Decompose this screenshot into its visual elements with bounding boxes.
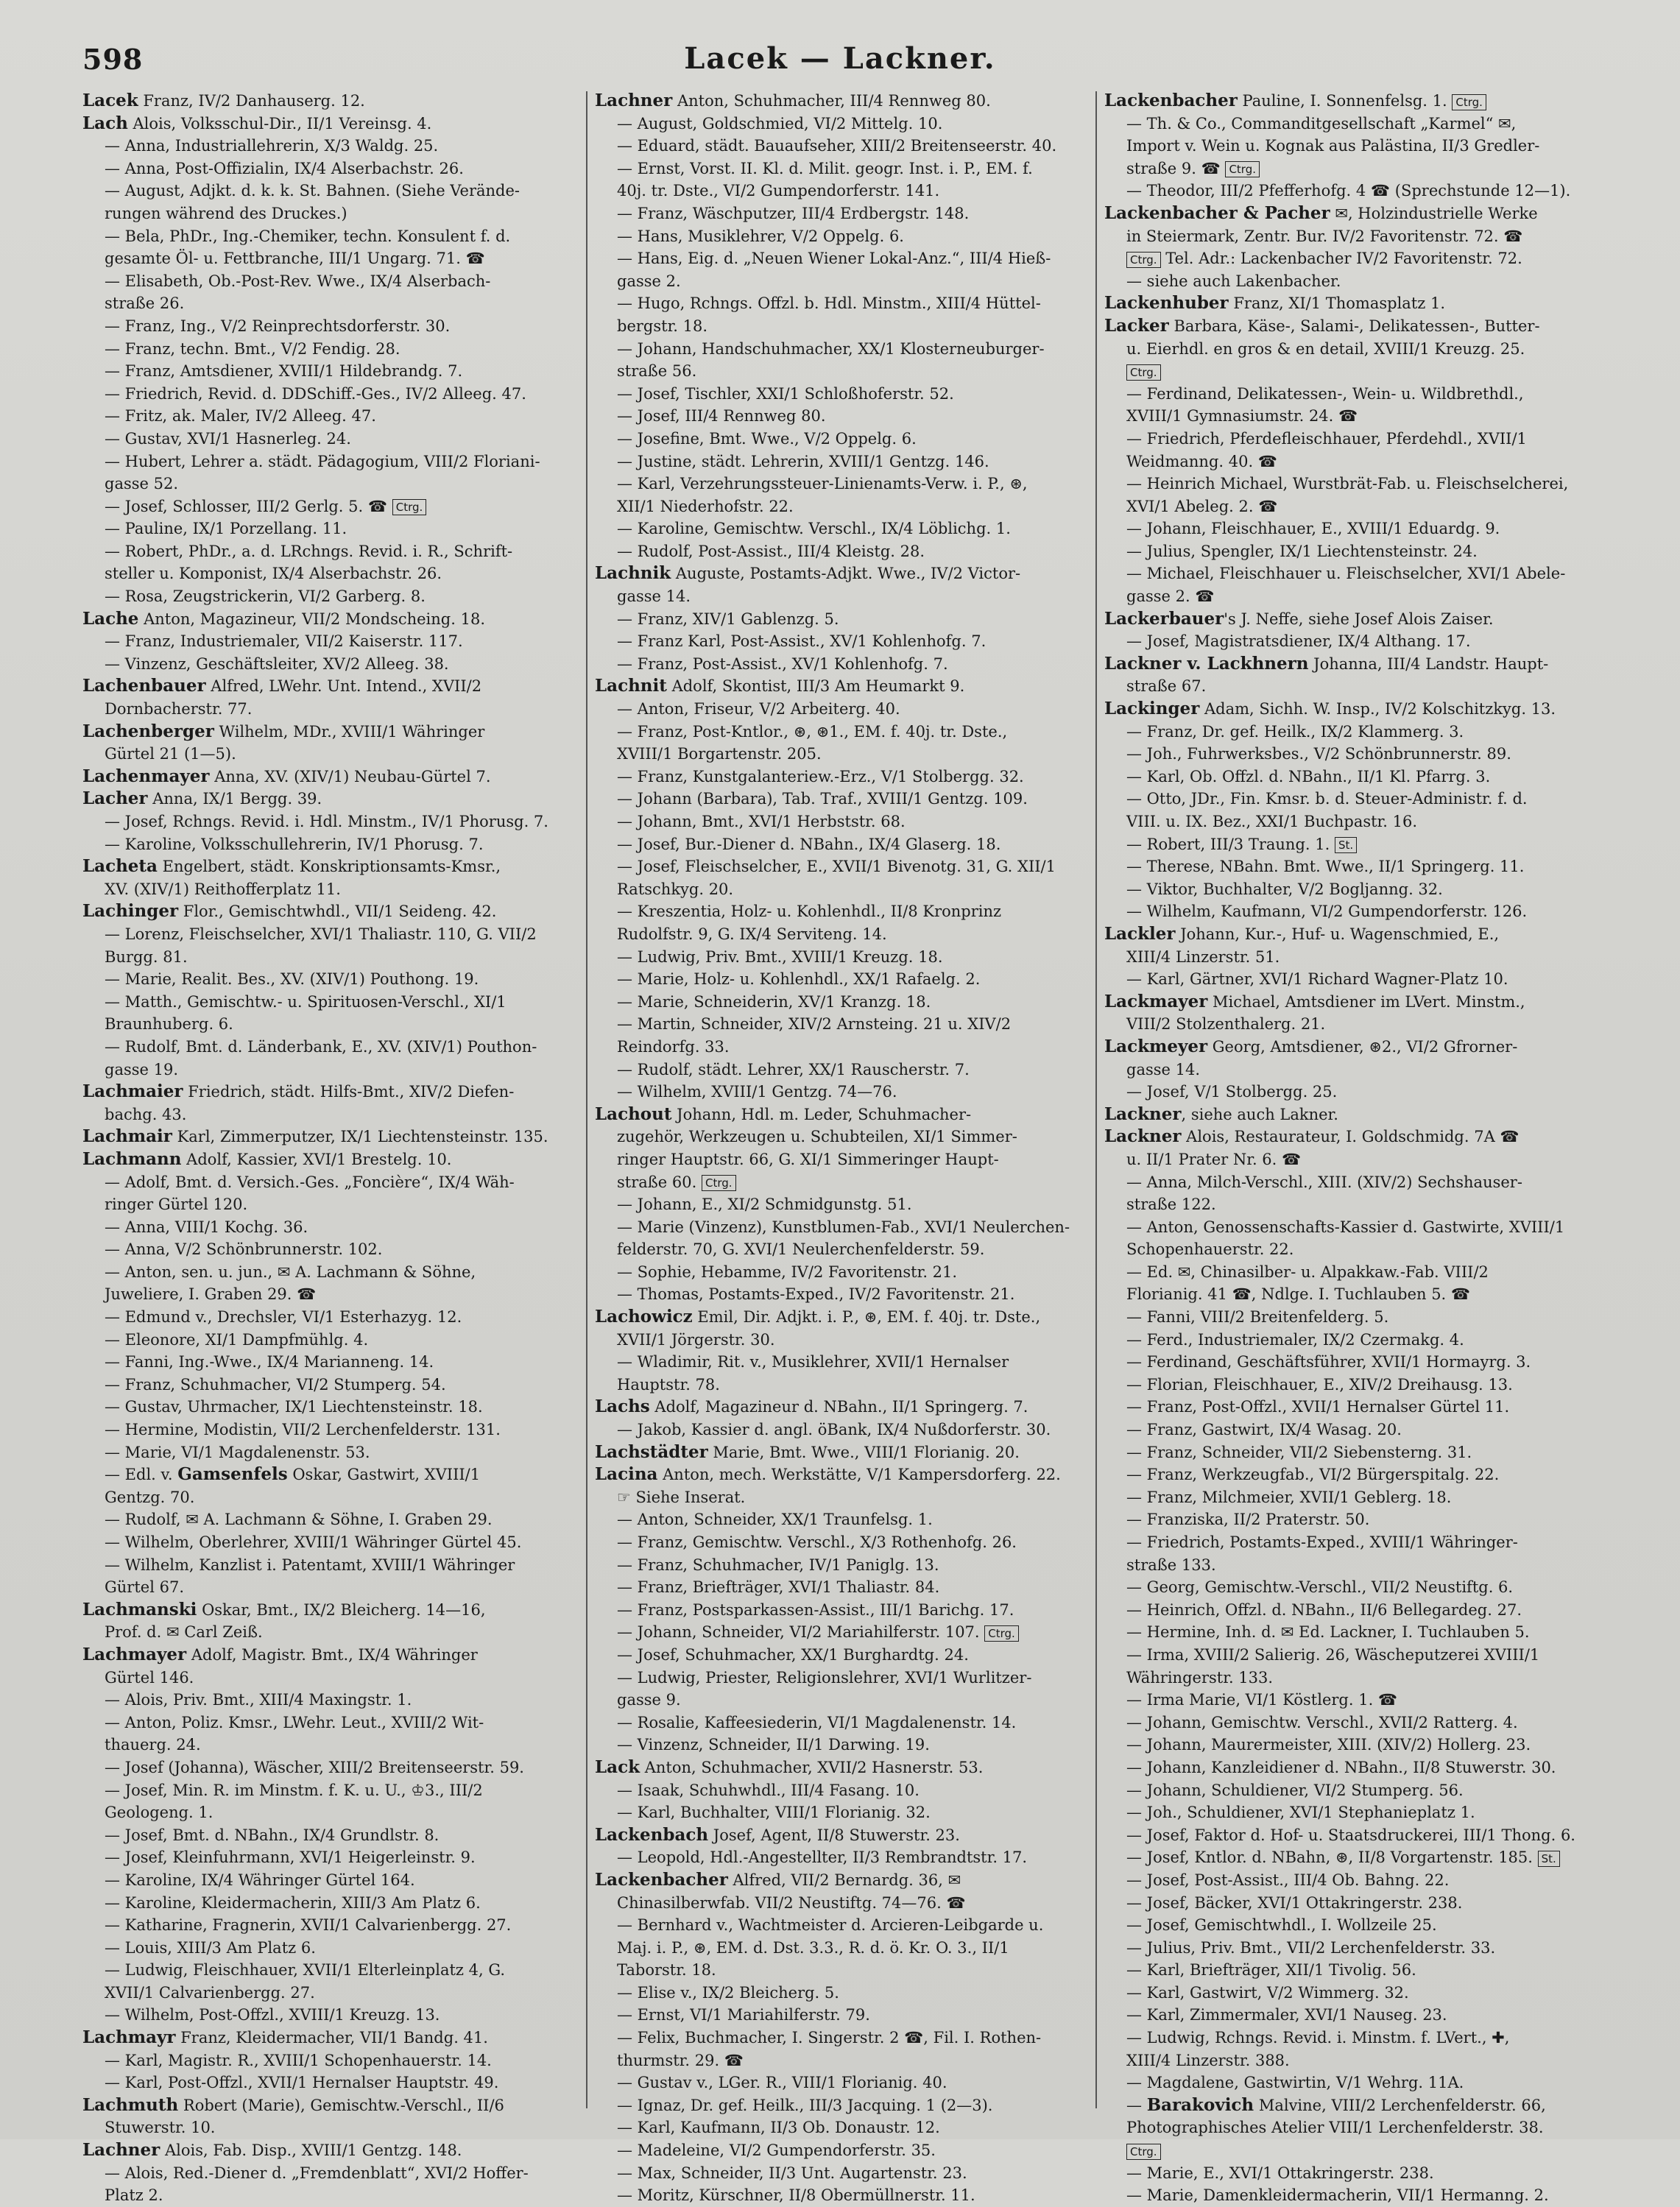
directory-entry: — Franz, techn. Bmt., V/2 Fendig. 28. (105, 339, 400, 358)
directory-entry: Lackenbacher Alfred, VII/2 Bernardg. 36, ✉ (595, 1869, 961, 1890)
directory-entry: — Franz, Amtsdiener, XVIII/1 Hildebrandg. 7. (105, 362, 463, 381)
directory-entry: u. Eierhdl. en gros & en detail, XVIII/1 Kreuzg. 25. (1126, 339, 1525, 358)
directory-entry: Stuwerstr. 10. (105, 2119, 216, 2137)
directory-entry: — Elisabeth, Ob.-Post-Rev. Wwe., IX/4 Alserbach- (105, 272, 491, 290)
directory-entry: gasse 14. (617, 587, 691, 606)
directory-entry: Braunhuberg. 6. (105, 1015, 233, 1034)
directory-entry: Lackenbacher & Pacher ✉, Holzindustrielle Werke (1104, 202, 1538, 223)
directory-entry: thauerg. 24. (105, 1736, 201, 1754)
directory-entry: — Jakob, Kassier d. angl. öBank, IX/4 Nußdorferstr. 30. (617, 1421, 1051, 1439)
directory-entry: — Alois, Priv. Bmt., XIII/4 Maxingstr. 1. (105, 1691, 412, 1709)
directory-entry: Hauptstr. 78. (617, 1375, 720, 1394)
directory-entry: XIII/4 Linzerstr. 51. (1126, 947, 1280, 966)
directory-entry: — Heinrich Michael, Wurstbrät-Fab. u. Fleischselcherei, (1126, 475, 1569, 493)
directory-entry: — Anna, V/2 Schönbrunnerstr. 102. (105, 1240, 383, 1259)
directory-entry: — Franz, Schneider, VII/2 Siebensterng. 31. (1126, 1443, 1472, 1461)
directory-entry: — Karl, Gastwirt, V/2 Wimmerg. 32. (1126, 1983, 1409, 2002)
directory-entry: Lackenbacher Pauline, I. Sonnenfelsg. 1. Ctrg. (1104, 90, 1605, 113)
directory-entry: Geologeng. 1. (105, 1804, 213, 1822)
directory-entry: Lachmayr Franz, Kleidermacher, VII/1 Bandg. 41. (82, 2027, 488, 2048)
directory-entry: — Karl, Zimmermaler, XVI/1 Nauseg. 23. (1126, 2006, 1447, 2024)
directory-entry: — Robert, PhDr., a. d. LRchngs. Revid. i. R., Schrift- (105, 542, 513, 560)
directory-entry: Gürtel 146. (105, 1668, 194, 1687)
directory-entry: Lackenhuber Franz, XI/1 Thomasplatz 1. (1104, 293, 1446, 314)
directory-entry: — Franz, Post-Offzl., XVII/1 Hernalser Gürtel 11. (1126, 1398, 1510, 1416)
directory-entry: straße 67. (1126, 677, 1207, 696)
directory-entry: — Karl, Verzehrungssteuer-Linienamts-Verw. i. P., ⊛, (617, 475, 1028, 493)
directory-entry: — Eduard, städt. Bauaufseher, XIII/2 Breitenseerstr. 40. (617, 137, 1057, 155)
directory-entry: Florianig. 41 ☎, Ndlge. I. Tuchlauben 5. ☎ (1126, 1285, 1471, 1304)
directory-entry: — Anna, Milch-Verschl., XIII. (XIV/2) Sechshauser- (1126, 1173, 1522, 1191)
directory-entry: — Adolf, Bmt. d. Versich.-Ges. „Foncière“, IX/4 Wäh- (105, 1173, 515, 1191)
directory-entry: — Franz, Postsparkassen-Assist., III/1 Barichg. 17. (617, 1600, 1014, 1619)
directory-entry: Lachmuth Robert (Marie), Gemischtw.-Verschl., II/6 (82, 2094, 504, 2115)
directory-entry: — Josef, Faktor d. Hof- u. Staatsdruckerei, III/1 Thong. 6. (1126, 1826, 1575, 1844)
directory-entry: Lachmair Karl, Zimmerputzer, IX/1 Liechtensteinstr. 135. (82, 1126, 548, 1147)
directory-entry: — Edl. v. Gamsenfels Oskar, Gastwirt, XVIII/1 (105, 1464, 481, 1485)
directory-entry: — Magdalene, Gastwirtin, V/1 Wehrg. 11A. (1126, 2074, 1464, 2092)
directory-entry: ☞ Siehe Inserat. (617, 1488, 746, 1506)
directory-entry: Lackler Johann, Kur.-, Huf- u. Wagenschmied, E., (1104, 923, 1500, 944)
directory-entry: — Anna, Post-Offizialin, IX/4 Alserbachstr. 26. (105, 159, 464, 177)
directory-entry: Dornbacherstr. 77. (105, 700, 253, 718)
directory-entry: gesamte Öl- u. Fettbranche, III/1 Ungarg. 71. ☎ (105, 250, 485, 268)
directory-entry: — Marie, VI/1 Magdalenenstr. 53. (105, 1443, 370, 1461)
directory-entry: gasse 14. (1126, 1060, 1201, 1078)
directory-entry: — Otto, JDr., Fin. Kmsr. b. d. Steuer-Administr. f. d. (1126, 790, 1528, 808)
directory-entry: 40j. tr. Dste., VI/2 Gumpendorferstr. 141. (617, 182, 940, 200)
directory-entry: — Moritz, Kürschner, II/8 Obermüllnerstr. 11. (617, 2186, 975, 2205)
directory-entry: Währingerstr. 133. (1126, 1668, 1274, 1687)
directory-entry: — Josef, Rchngs. Revid. i. Hdl. Minstm., IV/1 Phorusg. 7. (105, 813, 548, 830)
column-1 (82, 90, 583, 2207)
directory-entry: — Rudolf, Post-Assist., III/4 Kleistg. 28. (617, 542, 925, 560)
directory-entry: — August, Adjkt. d. k. k. St. Bahnen. (Siehe Verände- (105, 182, 520, 200)
directory-entry: Reindorfg. 33. (617, 1037, 730, 1056)
directory-entry: Lackerbauer's J. Neffe, siehe Josef Alois Zaiser. (1104, 608, 1494, 629)
directory-entry: — Marie, Schneiderin, XV/1 Kranzg. 18. (617, 992, 931, 1011)
directory-entry: — Leopold, Hdl.-Angestellter, II/3 Rembrandtstr. 17. (617, 1848, 1028, 1867)
directory-entry: ringer Hauptstr. 66, G. XI/1 Simmeringer Haupt- (617, 1150, 999, 1168)
directory-entry: Lachnik Auguste, Postamts-Adjkt. Wwe., IV/2 Victor- (595, 563, 1021, 584)
directory-entry: gasse 52. (105, 475, 179, 493)
directory-entry: — Franz, Wäschputzer, III/4 Erdbergstr. 148. (617, 204, 970, 222)
directory-entry: Lachs Adolf, Magazineur d. NBahn., II/1 Springerg. 7. (595, 1396, 1028, 1417)
directory-entry: Lackenbach Josef, Agent, II/8 Stuwerstr. 23. (595, 1824, 960, 1845)
directory-entry: — Marie, Damenkleidermacherin, VII/1 Hermanng. 2. (1126, 2186, 1549, 2205)
directory-entry: — Ludwig, Priester, Religionslehrer, XVI/1 Wurlitzer- (617, 1668, 1032, 1687)
directory-entry: Lach Alois, Volksschul-Dir., II/1 Vereinsg. 4. (82, 113, 432, 133)
directory-entry: — Josef, Kntlor. d. NBahn, ⊛, II/8 Vorgartenstr. 185. St. (1104, 1846, 1605, 1869)
directory-entry: — Ignaz, Dr. gef. Heilk., III/3 Jacquing. 1 (2—3). (617, 2096, 993, 2114)
directory-entry: — Franziska, II/2 Praterstr. 50. (1126, 1511, 1370, 1529)
directory-entry: — Karoline, Volksschullehrerin, IV/1 Phorusg. 7. (105, 835, 484, 853)
directory-entry: — Heinrich, Offzl. d. NBahn., II/6 Bellegardeg. 27. (1126, 1600, 1522, 1619)
directory-entry: — Pauline, IX/1 Porzellang. 11. (105, 520, 347, 538)
directory-entry: Lackner, siehe auch Lakner. (1104, 1104, 1338, 1124)
directory-entry: Lacheta Engelbert, städt. Konskriptionsamts-Kmsr., (82, 856, 501, 877)
directory-entry: — Karoline, Kleidermacherin, XIII/3 Am Platz 6. (105, 1893, 481, 1912)
directory-entry: — Robert, III/3 Traung. 1. St. (1104, 833, 1605, 856)
directory-entry: — Karl, Ob. Offzl. d. NBahn., II/1 Kl. Pfarrg. 3. (1126, 767, 1491, 785)
directory-entry: Taborstr. 18. (617, 1961, 716, 1980)
directory-entry: gasse 19. (105, 1060, 179, 1078)
directory-entry: Ratschkyg. 20. (617, 880, 734, 898)
directory-entry: — Ferd., Industriemaler, IX/2 Czermakg. 4. (1126, 1330, 1464, 1349)
directory-entry: Lachenberger Wilhelm, MDr., XVIII/1 Währinger (82, 721, 485, 741)
directory-entry: Import v. Wein u. Kognak aus Palästina, II/3 Gredler- (1126, 137, 1540, 155)
directory-entry: — Martin, Schneider, XIV/2 Arnsteing. 21 u. XIV/2 (617, 1015, 1012, 1034)
directory-entry: — Josef, Schlosser, III/2 Gerlg. 5. ☎ Ctrg. (82, 495, 583, 518)
directory-entry: — Ferdinand, Delikatessen-, Wein- u. Wildbrethdl., (1126, 384, 1524, 403)
directory-entry: — Wladimir, Rit. v., Musiklehrer, XVII/1 Hernalser (617, 1353, 1009, 1371)
directory-entry: — Johann, Gemischtw. Verschl., XVII/2 Ratterg. 4. (1126, 1713, 1518, 1731)
directory-entry: — Wilhelm, Oberlehrer, XVIII/1 Währinger Gürtel 45. (105, 1533, 522, 1551)
directory-entry: — Thomas, Postamts-Exped., IV/2 Favoritenstr. 21. (617, 1285, 1015, 1304)
directory-entry: — Marie, E., XVI/1 Ottakringerstr. 238. (1126, 2164, 1434, 2182)
directory-entry: Maj. i. P., ⊛, EM. d. Dst. 3.3., R. d. ö. Kr. O. 3., II/1 (617, 1938, 1009, 1957)
directory-entry: — Hugo, Rchngs. Offzl. b. Hdl. Minstm., XIII/4 Hüttel- (617, 294, 1041, 313)
directory-entry: — Franz, Schuhmacher, VI/2 Stumperg. 54. (105, 1375, 446, 1394)
directory-entry: — Ludwig, Rchngs. Revid. i. Minstm. f. LVert., ✚, (1126, 2029, 1510, 2047)
directory-entry: Lack Anton, Schuhmacher, XVII/2 Hasnerstr. 53. (595, 1756, 984, 1777)
directory-entry: u. II/1 Prater Nr. 6. ☎ (1126, 1150, 1302, 1168)
directory-entry: Juweliere, I. Graben 29. ☎ (105, 1285, 317, 1304)
directory-entry: Lache Anton, Magazineur, VII/2 Mondscheing. 18. (82, 608, 485, 629)
directory-entry: — Eleonore, XI/1 Dampfmühlg. 4. (105, 1330, 369, 1349)
directory-entry: Lackner v. Lackhnern Johanna, III/4 Landstr. Haupt- (1104, 653, 1549, 674)
directory-entry: — Ludwig, Fleischhauer, XVII/1 Elterleinplatz 4, G. (105, 1961, 506, 1980)
directory-entry: — Johann, Schneider, VI/2 Mariahilferstr. 107. Ctrg. (595, 1621, 1095, 1644)
directory-entry: Lachstädter Marie, Bmt. Wwe., VIII/1 Florianig. 20. (595, 1441, 1020, 1462)
directory-entry: — Karl, Buchhalter, VIII/1 Florianig. 32. (617, 1804, 931, 1822)
directory-entry: — Ferdinand, Geschäftsführer, XVII/1 Hormayrg. 3. (1126, 1353, 1531, 1371)
directory-entry: — Josef, Schuhmacher, XX/1 Burghardtg. 24. (617, 1645, 969, 1664)
page-number: 598 (82, 43, 144, 76)
directory-entry: — Julius, Spengler, IX/1 Liechtensteinstr. 24. (1126, 542, 1478, 560)
directory-entry: — Franz, XIV/1 Gablenzg. 5. (617, 610, 839, 628)
directory-entry: — Isaak, Schuhwhdl., III/4 Fasang. 10. (617, 1781, 920, 1799)
directory-entry: — Marie (Vinzenz), Kunstblumen-Fab., XVI/1 Neulerchen- (617, 1218, 1070, 1236)
directory-entry: — Bernhard v., Wachtmeister d. Arcieren-Leibgarde u. (617, 1916, 1044, 1935)
directory-entry: Lacina Anton, mech. Werkstätte, V/1 Kampersdorferg. 22. (595, 1464, 1061, 1485)
directory-entry: — Josef, Bmt. d. NBahn., IX/4 Grundlstr. 8. (105, 1826, 440, 1844)
directory-entry: — Johann, Maurermeister, XIII. (XIV/2) Hollerg. 23. (1126, 1736, 1531, 1754)
directory-entry: — Franz, Kunstgalanteriew.-Erz., V/1 Stolbergg. 32. (617, 767, 1024, 785)
directory-entry: straße 56. (617, 362, 697, 381)
directory-entry: XVIII/1 Gymnasiumstr. 24. ☎ (1126, 407, 1358, 425)
directory-entry: Schopenhauerstr. 22. (1126, 1240, 1294, 1259)
directory-entry: Lachnit Adolf, Skontist, III/3 Am Heumarkt 9. (595, 676, 965, 696)
directory-entry: — Hans, Eig. d. „Neuen Wiener Lokal-Anz.“, III/4 Hieß- (617, 250, 1051, 268)
directory-entry: — Josef, Bur.-Diener d. NBahn., IX/4 Glaserg. 18. (617, 835, 1001, 853)
directory-entry: Ctrg. (1104, 360, 1605, 383)
directory-entry: — Johann, E., XI/2 Schmidgunstg. 51. (617, 1196, 912, 1214)
directory-entry: — Wilhelm, Post-Offzl., XVIII/1 Kreuzg. 13. (105, 2006, 440, 2024)
directory-entry: — Josef, Min. R. im Minstm. f. K. u. U., ♔3., III/2 (105, 1781, 483, 1799)
directory-entry: Lachmanski Oskar, Bmt., IX/2 Bleicherg. 14—16, (82, 1599, 486, 1620)
directory-entry: — Gustav, Uhrmacher, IX/1 Liechtensteinstr. 18. (105, 1398, 483, 1416)
directory-entry: Lachner Anton, Schuhmacher, III/4 Rennweg 80. (595, 91, 991, 110)
directory-entry: — Josef (Johanna), Wäscher, XIII/2 Breitenseerstr. 59. (105, 1758, 524, 1776)
directory-entry: Burgg. 81. (105, 947, 188, 966)
directory-entry: — Johann, Kanzleidiener d. NBahn., II/8 Stuwerstr. 30. (1126, 1758, 1556, 1776)
directory-entry: Lackmeyer Georg, Amtsdiener, ⊛2., VI/2 Gfrorner- (1104, 1036, 1518, 1056)
directory-entry: — Rosalie, Kaffeesiederin, VI/1 Magdalenenstr. 14. (617, 1713, 1017, 1731)
directory-entry: — Anton, sen. u. jun., ✉ A. Lachmann & Söhne, (105, 1263, 476, 1281)
directory-entry: — Josef, Post-Assist., III/4 Ob. Bahng. 22. (1126, 1871, 1450, 1889)
directory-entry: — Wilhelm, Kanzlist i. Patentamt, XVIII/1 Währinger (105, 1556, 515, 1574)
directory-entry: VIII/2 Stolzenthalerg. 21. (1126, 1015, 1326, 1034)
directory-entry: — Franz, Industriemaler, VII/2 Kaiserstr. 117. (105, 632, 463, 651)
directory-entry: — Franz, Post-Assist., XV/1 Kohlenhofg. 7. (617, 654, 948, 673)
directory-entry: — Hubert, Lehrer a. städt. Pädagogium, VIII/2 Floriani- (105, 452, 540, 470)
directory-entry: — Bela, PhDr., Ing.-Chemiker, techn. Konsulent f. d. (105, 227, 511, 245)
directory-entry: Lachenbauer Alfred, LWehr. Unt. Intend., XVII/2 (82, 676, 482, 696)
directory-entry: — Karl, Briefträger, XII/1 Tivolig. 56. (1126, 1961, 1416, 1980)
directory-entry: straße 133. (1126, 1556, 1216, 1574)
directory-entry: — Franz Karl, Post-Assist., XV/1 Kohlenhofg. 7. (617, 632, 987, 651)
directory-entry: Lackner Alois, Restaurateur, I. Goldschmidg. 7A ☎ (1104, 1126, 1520, 1147)
directory-entry: — Ed. ✉, Chinasilber- u. Alpakkaw.-Fab. VIII/2 (1126, 1263, 1489, 1281)
directory-entry: — Katharine, Fragnerin, XVII/1 Calvarienbergg. 27. (105, 1916, 512, 1935)
directory-entry: — Anton, Poliz. Kmsr., LWehr. Leut., XVIII/2 Wit- (105, 1713, 484, 1731)
directory-entry: steller u. Komponist, IX/4 Alserbachstr. 26. (105, 565, 442, 583)
directory-entry: Lacher Anna, IX/1 Bergg. 39. (82, 788, 322, 809)
directory-entry: — Hans, Musiklehrer, V/2 Oppelg. 6. (617, 227, 904, 245)
directory-entry: Lachmann Adolf, Kassier, XVI/1 Brestelg. 10. (82, 1148, 452, 1169)
directory-entry: — Kreszentia, Holz- u. Kohlenhdl., II/8 Kronprinz (617, 903, 1002, 921)
directory-entry: gasse 2. ☎ (1126, 587, 1215, 606)
running-title: Lacek — Lackner. (684, 41, 996, 76)
directory-entry: — Rudolf, Bmt. d. Länderbank, E., XV. (XIV/1) Pouthon- (105, 1037, 537, 1056)
directory-entry: felderstr. 70, G. XVI/1 Neulerchenfelderstr. 59. (617, 1240, 985, 1259)
directory-entry: XII/1 Niederhofstr. 22. (617, 497, 794, 515)
directory-entry: Gürtel 67. (105, 1578, 184, 1597)
directory-entry: — Anton, Schneider, XX/1 Traunfelsg. 1. (617, 1511, 933, 1529)
directory-entry: Lachmaier Friedrich, städt. Hilfs-Bmt., XIV/2 Diefen- (82, 1081, 515, 1102)
directory-entry: — Anna, Industriallehrerin, X/3 Waldg. 25. (105, 137, 439, 155)
directory-entry: straße 26. (105, 294, 185, 313)
directory-entry: — Felix, Buchmacher, I. Singerstr. 2 ☎, Fil. I. Rothen- (617, 2029, 1042, 2047)
directory-entry: Gürtel 21 (1—5). (105, 745, 236, 763)
directory-entry: — Fritz, ak. Maler, IV/2 Alleeg. 47. (105, 407, 376, 425)
directory-entry: — Johann (Barbara), Tab. Traf., XVIII/1 Gentzg. 109. (617, 790, 1028, 808)
directory-entry: thurmstr. 29. ☎ (617, 2051, 744, 2069)
directory-entry: — Marie, Realit. Bes., XV. (XIV/1) Pouthong. 19. (105, 970, 479, 989)
directory-entry: — Th. & Co., Commanditgesellschaft „Karmel“ ✉, (1126, 114, 1517, 133)
directory-entry: — Elise v., IX/2 Bleicherg. 5. (617, 1983, 839, 2002)
directory-entry: — Ernst, VI/1 Mariahilferstr. 79. (617, 2006, 870, 2024)
directory-entry: — August, Goldschmied, VI/2 Mittelg. 10. (617, 114, 943, 133)
directory-entry: Prof. d. ✉ Carl Zeiß. (105, 1623, 263, 1642)
directory-entry: — Matth., Gemischtw.- u. Spirituosen-Verschl., XI/1 (105, 992, 507, 1011)
directory-entry: gasse 9. (617, 1691, 681, 1709)
directory-entry: — Viktor, Buchhalter, V/2 Bogljanng. 32. (1126, 880, 1443, 898)
directory-entry: Chinasilberwfab. VII/2 Neustiftg. 74—76. ☎ (617, 1893, 966, 1912)
directory-entry: XV. (XIV/1) Reithofferplatz 11. (105, 880, 341, 898)
directory-entry: — Josef, Magistratsdiener, IX/4 Althang. 17. (1126, 632, 1471, 651)
directory-entry: bergstr. 18. (617, 317, 708, 335)
directory-entry: Lackmayer Michael, Amtsdiener im LVert. Minstm., (1104, 991, 1525, 1011)
directory-entry: straße 60. Ctrg. (595, 1171, 1095, 1194)
directory-entry: — Theodor, III/2 Pfefferhofg. 4 ☎ (Sprechstunde 12—1). (1126, 182, 1571, 200)
directory-entry: — Franz, Dr. gef. Heilk., IX/2 Klammerg. 3. (1126, 722, 1464, 741)
directory-entry: — Franz, Gastwirt, IX/4 Wasag. 20. (1126, 1421, 1402, 1439)
directory-entry: — Josef, Gemischtwhdl., I. Wollzeile 25. (1126, 1916, 1437, 1935)
directory-entry: — Johann, Fleischhauer, E., XVIII/1 Eduardg. 9. (1126, 520, 1500, 538)
directory-entry: — Max, Schneider, II/3 Unt. Augartenstr. 23. (617, 2164, 967, 2182)
directory-entry: VIII. u. IX. Bez., XXI/1 Buchpastr. 16. (1126, 813, 1418, 830)
directory-entry: Weidmanng. 40. ☎ (1126, 452, 1277, 470)
directory-entry: — Josef, III/4 Rennweg 80. (617, 407, 826, 425)
directory-entry: — Wilhelm, Kaufmann, VI/2 Gumpendorferstr. 126. (1126, 903, 1528, 921)
directory-entry: — Barakovich Malvine, VIII/2 Lerchenfelderstr. 66, (1126, 2094, 1546, 2115)
directory-entry: — Anna, VIII/1 Kochg. 36. (105, 1218, 308, 1236)
directory-entry: — Vinzenz, Geschäftsleiter, XV/2 Alleeg. 38. (105, 654, 449, 673)
directory-entry: — Franz, Schuhmacher, IV/1 Paniglg. 13. (617, 1556, 939, 1574)
directory-entry: — Franz, Milchmeier, XVII/1 Geblerg. 18. (1126, 1488, 1452, 1506)
directory-entry: — Karl, Kaufmann, II/3 Ob. Donaustr. 12. (617, 2119, 940, 2137)
directory-entry: Lachout Johann, Hdl. m. Leder, Schuhmacher- (595, 1104, 972, 1124)
directory-entry: in Steiermark, Zentr. Bur. IV/2 Favoritenstr. 72. ☎ (1126, 227, 1523, 245)
directory-entry: — Hermine, Modistin, VII/2 Lerchenfelderstr. 131. (105, 1421, 501, 1439)
directory-entry: — Julius, Priv. Bmt., VII/2 Lerchenfelderstr. 33. (1126, 1938, 1496, 1957)
directory-entry: XVI/1 Abeleg. 2. ☎ (1126, 497, 1278, 515)
directory-entry: gasse 2. (617, 272, 681, 290)
directory-entry: Rudolfstr. 9, G. IX/4 Serviteng. 14. (617, 925, 887, 943)
directory-entry: Lacek Franz, IV/2 Danhauserg. 12. (82, 91, 365, 110)
directory-entry: straße 9. ☎ Ctrg. (1104, 158, 1605, 180)
directory-entry: — Ernst, Vorst. II. Kl. d. Milit. geogr. Inst. i. P., EM. f. (617, 159, 1033, 177)
directory-entry: — Fanni, Ing.-Wwe., IX/4 Marianneng. 14. (105, 1353, 434, 1371)
directory-entry: — Franz, Briefträger, XVI/1 Thaliastr. 84. (617, 1578, 940, 1597)
directory-entry: XVIII/1 Borgartenstr. 205. (617, 745, 822, 763)
directory-entry: — Therese, NBahn. Bmt. Wwe., II/1 Springerg. 11. (1126, 858, 1525, 876)
directory-entry: — Josef, Kleinfuhrmann, XVI/1 Heigerleinstr. 9. (105, 1848, 476, 1867)
column-rule (1095, 91, 1097, 2108)
directory-entry: — Anton, Friseur, V/2 Arbeiterg. 40. (617, 700, 900, 718)
directory-entry: bachg. 43. (105, 1105, 187, 1123)
directory-entry: XVII/1 Calvarienbergg. 27. (105, 1983, 315, 2002)
directory-entry: — siehe auch Lakenbacher. (1126, 272, 1341, 290)
directory-entry: — Florian, Fleischhauer, E., XIV/2 Dreihausg. 13. (1126, 1375, 1513, 1394)
directory-entry: — Gustav v., LGer. R., VIII/1 Florianig. 40. (617, 2074, 947, 2092)
directory-entry: — Josef, Tischler, XXI/1 Schloßhoferstr. 52. (617, 384, 954, 403)
directory-entry: — Joh., Schuldiener, XVI/1 Stephanieplatz 1. (1126, 1804, 1475, 1822)
column-3 (1104, 90, 1605, 2207)
directory-entry: zugehör, Werkzeugen u. Schubteilen, XI/1 Simmer- (617, 1128, 1017, 1146)
directory-entry: Lacker Barbara, Käse-, Salami-, Delikatessen-, Butter- (1104, 315, 1540, 336)
directory-entry: XVII/1 Jörgerstr. 30. (617, 1330, 775, 1349)
column-rule (586, 91, 587, 2108)
directory-entry: — Anton, Genossenschafts-Kassier d. Gastwirte, XVIII/1 (1126, 1218, 1565, 1236)
directory-entry: — Fanni, VIII/2 Breitenfelderg. 5. (1126, 1308, 1389, 1327)
directory-entry: — Irma, XVIII/2 Salierig. 26, Wäscheputzerei XVIII/1 (1126, 1645, 1540, 1664)
directory-entry: — Lorenz, Fleischselcher, XVI/1 Thaliastr. 110, G. VII/2 (105, 925, 537, 943)
directory-entry: — Gustav, XVI/1 Hasnerleg. 24. (105, 429, 351, 448)
directory-entry: — Johann, Schuldiener, VI/2 Stumperg. 56. (1126, 1781, 1464, 1799)
directory-entry: — Josefine, Bmt. Wwe., V/2 Oppelg. 6. (617, 429, 917, 448)
directory-entry: Ctrg. (1104, 2139, 1605, 2162)
directory-entry: rungen während des Druckes.) (105, 204, 347, 222)
directory-entry: — Joh., Fuhrwerksbes., V/2 Schönbrunnerstr. 89. (1126, 745, 1511, 763)
directory-entry: Lachowicz Emil, Dir. Adjkt. i. P., ⊛, EM. f. 40j. tr. Dste., (595, 1307, 1041, 1327)
directory-entry: — Vinzenz, Schneider, II/1 Darwing. 19. (617, 1736, 930, 1754)
directory-entry: — Friedrich, Postamts-Exped., XVIII/1 Währinger- (1126, 1533, 1518, 1551)
directory-entry: — Josef, Fleischselcher, E., XVII/1 Bivenotg. 31, G. XII/1 (617, 858, 1056, 876)
directory-entry: — Franz, Ing., V/2 Reinprechtsdorferstr. 30. (105, 317, 451, 335)
directory-entry: Photographisches Atelier VIII/1 Lerchenfelderstr. 38. (1126, 2119, 1544, 2137)
directory-entry: — Franz, Gemischtw. Verschl., X/3 Rothenhofg. 26. (617, 1533, 1017, 1551)
directory-entry: — Justine, städt. Lehrerin, XVIII/1 Gentzg. 146. (617, 452, 989, 470)
directory-entry: — Ludwig, Priv. Bmt., XVIII/1 Kreuzg. 18. (617, 947, 943, 966)
column-2 (595, 90, 1095, 2207)
directory-entry: — Hermine, Inh. d. ✉ Ed. Lackner, I. Tuchlauben 5. (1126, 1623, 1530, 1642)
directory-entry: — Karoline, Gemischtw. Verschl., IX/4 Löblichg. 1. (617, 520, 1011, 538)
directory-entry: straße 122. (1126, 1196, 1216, 1214)
directory-entry: — Irma Marie, VI/1 Köstlerg. 1. ☎ (1126, 1691, 1398, 1709)
directory-entry: ringer Gürtel 120. (105, 1196, 248, 1214)
directory-entry: — Sophie, Hebamme, IV/2 Favoritenstr. 21. (617, 1263, 958, 1281)
directory-entry: Lachmayer Adolf, Magistr. Bmt., IX/4 Währinger (82, 1644, 478, 1664)
directory-entry: — Karoline, IX/4 Währinger Gürtel 164. (105, 1871, 415, 1889)
directory-entry: — Michael, Fleischhauer u. Fleischselcher, XVI/1 Abele- (1126, 565, 1566, 583)
directory-entry: — Josef, V/1 Stolbergg. 25. (1126, 1083, 1338, 1101)
directory-entry: — Rudolf, ✉ A. Lachmann & Söhne, I. Graben 29. (105, 1511, 493, 1529)
directory-entry: Lachenmayer Anna, XV. (XIV/1) Neubau-Gürtel 7. (82, 766, 491, 786)
directory-entry: Platz 2. (105, 2186, 163, 2205)
directory-entry: — Josef, Bäcker, XVI/1 Ottakringerstr. 238. (1126, 1893, 1463, 1912)
directory-entry: Gentzg. 70. (105, 1488, 195, 1506)
directory-entry: — Friedrich, Revid. d. DDSchiff.-Ges., IV/2 Alleeg. 47. (105, 384, 526, 403)
directory-entry: — Franz, Post-Kntlor., ⊛, ⊛1., EM. f. 40j. tr. Dste., (617, 722, 1008, 741)
directory-entry: Lachinger Flor., Gemischtwhdl., VII/1 Seideng. 42. (82, 901, 497, 922)
directory-entry: XIII/4 Linzerstr. 388. (1126, 2051, 1290, 2069)
directory-entry: — Marie, Holz- u. Kohlenhdl., XX/1 Rafaelg. 2. (617, 970, 981, 989)
directory-entry: — Louis, XIII/3 Am Platz 6. (105, 1938, 316, 1957)
directory-entry: — Madeleine, VI/2 Gumpendorferstr. 35. (617, 2141, 936, 2160)
directory-entry: — Johann, Bmt., XVI/1 Herbststr. 68. (617, 813, 906, 830)
directory-entry: — Alois, Red.-Diener d. „Fremdenblatt“, XVI/2 Hoffer- (105, 2164, 529, 2182)
directory-entry: Lackinger Adam, Sichh. W. Insp., IV/2 Kolschitzkyg. 13. (1104, 699, 1556, 719)
directory-entry: — Karl, Gärtner, XVI/1 Richard Wagner-Platz 10. (1126, 970, 1508, 989)
directory-entry: — Karl, Magistr. R., XVIII/1 Schopenhauerstr. 14. (105, 2051, 492, 2069)
directory-entry: Ctrg. Tel. Adr.: Lackenbacher IV/2 Favoritenstr. 72. (1104, 247, 1605, 270)
directory-entry: — Edmund v., Drechsler, VI/1 Esterhazyg. 12. (105, 1308, 462, 1327)
directory-entry: — Rosa, Zeugstrickerin, VI/2 Garberg. 8. (105, 587, 426, 606)
directory-entry: — Franz, Werkzeugfab., VI/2 Bürgerspitalg. 22. (1126, 1466, 1500, 1484)
directory-entry: — Friedrich, Pferdefleischhauer, Pferdehdl., XVII/1 (1126, 429, 1527, 448)
directory-entry: Lachner Alois, Fab. Disp., XVIII/1 Gentzg. 148. (82, 2140, 462, 2161)
directory-entry: — Karl, Post-Offzl., XVII/1 Hernalser Hauptstr. 49. (105, 2074, 499, 2092)
directory-entry: — Johann, Handschuhmacher, XX/1 Klosterneuburger- (617, 339, 1045, 358)
directory-entry: — Rudolf, städt. Lehrer, XX/1 Rauscherstr. 7. (617, 1060, 970, 1078)
directory-entry: — Georg, Gemischtw.-Verschl., VII/2 Neustiftg. 6. (1126, 1578, 1514, 1597)
directory-entry: — Wilhelm, XVIII/1 Gentzg. 74—76. (617, 1083, 897, 1101)
